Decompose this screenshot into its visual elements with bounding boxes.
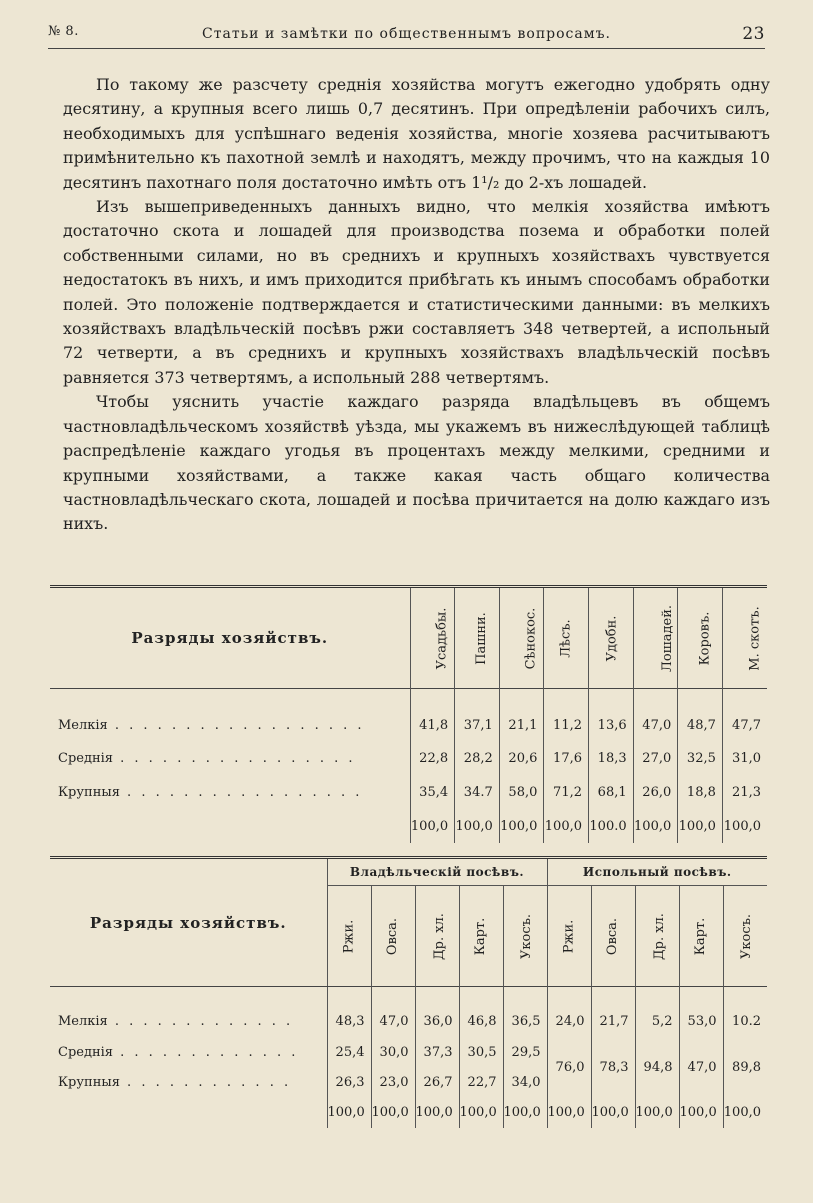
- cell: 100,0: [547, 1098, 591, 1128]
- cell: 29,5: [503, 1037, 547, 1067]
- cell: 58,0: [499, 776, 544, 810]
- cell: 30,5: [459, 1037, 503, 1067]
- cell: 100,0: [679, 1098, 723, 1128]
- group-header-owner: Владѣльческій посѣвъ.: [327, 858, 547, 886]
- cell: 22,8: [410, 742, 455, 776]
- cell: 36,0: [415, 1007, 459, 1037]
- cell: 25,4: [327, 1037, 371, 1067]
- cell: 100,0: [635, 1098, 679, 1128]
- total-row: [50, 1098, 767, 1128]
- cell: 11,2: [544, 709, 589, 743]
- cell: 17,6: [544, 742, 589, 776]
- table-row: Среднія . . . . . . . . . . . . . 25,4 30,0 37,3 30,5 29,5 76,0 78,3 94,8 47,0 89,8: [50, 1037, 767, 1067]
- sowing-distribution-table: [50, 856, 767, 1128]
- column-header: Карт.: [693, 917, 709, 956]
- cell: 48,3: [327, 1007, 371, 1037]
- cell: 100,0: [410, 809, 455, 843]
- combined-cell: 94,8: [635, 1037, 679, 1098]
- cell: 100,0: [455, 809, 500, 843]
- combined-cell: 89,8: [723, 1037, 767, 1098]
- table-row: Среднія . . . . . . . . . . . . . . . . . 22,8 28,2 20,6 17,6 18,3 27,0 32,5 31,0: [50, 742, 767, 776]
- cell: 26,0: [633, 776, 678, 810]
- paragraph: Изъ вышеприведенныхъ данныхъ видно, что мелкія хозяйства имѣютъ достаточно скота и лошадей для производства позема и обработки полей собственными силами, но въ среднихъ и крупныхъ хозяйствахъ чувствуется недостатокъ въ нихъ, и имъ приходится прибѣгать къ инымъ способамъ обработки полей. Это положеніе подтверждается и статистическими данными: въ мелкихъ хозяйствахъ владѣльческій посѣвъ ржи составляетъ 348 четвертей, а испольный 72 четверти, а въ среднихъ и крупныхъ хозяйствахъ владѣльческій посѣвъ равняется 373 четвертямъ, а испольный 288 четвертямъ.: [63, 197, 770, 387]
- column-header: Лѣсъ.: [558, 619, 574, 658]
- cell: 23,0: [371, 1067, 415, 1097]
- category-header: Разряды хозяйствъ.: [50, 858, 327, 987]
- column-header: Укосъ.: [738, 913, 754, 960]
- cell: 41,8: [410, 709, 455, 743]
- column-header: Усадьбы.: [433, 607, 449, 670]
- cell: 47,0: [371, 1007, 415, 1037]
- row-label: [50, 809, 410, 843]
- cell: 100,0: [722, 809, 767, 843]
- row-label: Крупныя: [58, 785, 120, 801]
- paragraph: Чтобы уяснить участіе каждаго разряда владѣльцевъ въ общемъ частновладѣльческомъ хозяйствѣ уѣзда, мы укажемъ въ нижеслѣдующей таблицѣ распредѣленіе каждаго угодья въ процентахъ между мелкими, средними и крупными хозяйствами, а также какая часть общаго количества частновладѣльческаго скота, лошадей и посѣва причитается на долю каждаго изъ нихъ.: [63, 392, 770, 534]
- column-header: Ржи.: [341, 919, 357, 954]
- column-header: Овса.: [605, 917, 621, 956]
- cell: 100,0: [544, 809, 589, 843]
- cell: 100,0: [723, 1098, 767, 1128]
- cell: 18,3: [589, 742, 634, 776]
- column-header: Сѣнокос.: [523, 607, 539, 670]
- table-row: Крупныя . . . . . . . . . . . . 26,3 23,0 26,7 22,7 34,0: [50, 1067, 767, 1097]
- row-label: Мелкія: [58, 717, 108, 733]
- combined-cell: 76,0: [547, 1037, 591, 1098]
- page-header: [48, 24, 765, 49]
- column-header: М. скотъ.: [747, 606, 763, 671]
- land-distribution-table: [50, 585, 767, 843]
- cell: 35,4: [410, 776, 455, 810]
- table-row: Крупныя . . . . . . . . . . . . . . . . . 35,4 34.7 58,0 71,2 68,1 26,0 18,8 21,3: [50, 776, 767, 810]
- cell: 100,0: [678, 809, 723, 843]
- column-header: Ржи.: [561, 919, 577, 954]
- cell: 22,7: [459, 1067, 503, 1097]
- cell: 21,7: [591, 1007, 635, 1037]
- cell: 71,2: [544, 776, 589, 810]
- cell: 100,0: [633, 809, 678, 843]
- column-header: Овса.: [385, 917, 401, 956]
- cell: 34,0: [503, 1067, 547, 1097]
- category-header: Разряды хозяйствъ.: [131, 629, 329, 647]
- group-header-share: Испольный посѣвъ.: [547, 858, 767, 886]
- cell: 100,0: [327, 1098, 371, 1128]
- cell: 27,0: [633, 742, 678, 776]
- cell: 37,1: [455, 709, 500, 743]
- running-title: Статьи и замѣтки по общественнымъ вопросамъ.: [202, 26, 611, 42]
- row-label: Мелкія: [58, 1014, 108, 1030]
- table-row: Мелкія . . . . . . . . . . . . . 48,3 47,0 36,0 46,8 36,5 24,0 21,7 5,2 53,0 10.2: [50, 1007, 767, 1037]
- cell: 100,0: [459, 1098, 503, 1128]
- cell: 37,3: [415, 1037, 459, 1067]
- cell: 5,2: [635, 1007, 679, 1037]
- cell: 100,0: [503, 1098, 547, 1128]
- cell: 20,6: [499, 742, 544, 776]
- row-label: [50, 1098, 327, 1128]
- row-label: Крупныя: [58, 1074, 120, 1090]
- cell: 24,0: [547, 1007, 591, 1037]
- page-number: 23: [742, 24, 765, 44]
- column-header: Др. хл.: [651, 913, 667, 960]
- cell: 31,0: [722, 742, 767, 776]
- cell: 26,3: [327, 1067, 371, 1097]
- cell: 48,7: [678, 709, 723, 743]
- cell: 47,7: [722, 709, 767, 743]
- cell: 100,0: [371, 1098, 415, 1128]
- column-header: Лошадей.: [659, 604, 675, 673]
- column-header: Удобн.: [604, 615, 620, 662]
- cell: 100,0: [415, 1098, 459, 1128]
- cell: 32,5: [678, 742, 723, 776]
- cell: 26,7: [415, 1067, 459, 1097]
- cell: 46,8: [459, 1007, 503, 1037]
- cell: 36,5: [503, 1007, 547, 1037]
- row-label: Среднія: [58, 1044, 113, 1060]
- cell: 30,0: [371, 1037, 415, 1067]
- table-row: Мелкія . . . . . . . . . . . . . . . . . . 41,8 37,1 21,1 11,2 13,6 47,0 48,7 47,7: [50, 709, 767, 743]
- cell: 28,2: [455, 742, 500, 776]
- cell: 21,3: [722, 776, 767, 810]
- cell: 10.2: [723, 1007, 767, 1037]
- cell: 100,0: [499, 809, 544, 843]
- row-label: Среднія: [58, 751, 113, 767]
- issue-number: № 8.: [48, 24, 79, 39]
- cell: 18,8: [678, 776, 723, 810]
- column-header: Др. хл.: [431, 913, 447, 960]
- column-header: Коровъ.: [697, 611, 713, 666]
- cell: 13,6: [589, 709, 634, 743]
- body-text: [63, 73, 770, 537]
- paragraph: По такому же разсчету среднія хозяйства могутъ ежегодно удобрять одну десятину, а крупныя всего лишь 0,7 десятинъ. При опредѣленіи рабочихъ силъ, необходимыхъ для успѣшнаго веденія хозяйства, многіе хозяева расчитываютъ примѣнительно къ пахотной землѣ и находятъ, между прочимъ, что на каждыя 10 десятинъ пахотнаго поля достаточно имѣть отъ 1¹/₂ до 2-хъ лошадей.: [63, 75, 770, 192]
- cell: 47,0: [633, 709, 678, 743]
- total-row: [50, 809, 767, 843]
- column-header: Укосъ.: [518, 913, 534, 960]
- cell: 100.0: [589, 809, 634, 843]
- combined-cell: 47,0: [679, 1037, 723, 1098]
- column-header: Пашни.: [473, 612, 489, 665]
- column-header: Карт.: [473, 917, 489, 956]
- cell: 53,0: [679, 1007, 723, 1037]
- cell: 68,1: [589, 776, 634, 810]
- combined-cell: 78,3: [591, 1037, 635, 1098]
- cell: 34.7: [455, 776, 500, 810]
- cell: 21,1: [499, 709, 544, 743]
- cell: 100,0: [591, 1098, 635, 1128]
